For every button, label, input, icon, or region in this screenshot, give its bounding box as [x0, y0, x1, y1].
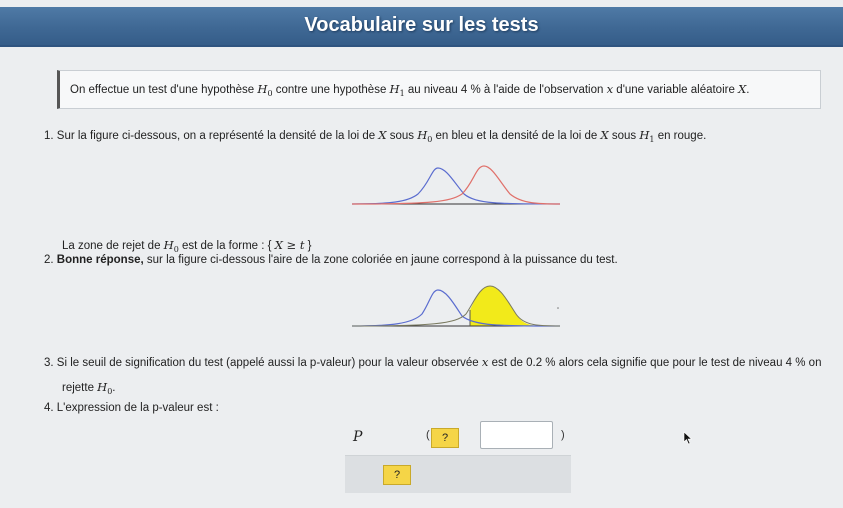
footer-qmark-button[interactable]: ?	[383, 465, 411, 485]
mouse-cursor-icon	[683, 431, 693, 445]
close-paren: )	[561, 429, 565, 441]
h1-density-curve	[352, 166, 560, 204]
h0-density-curve	[352, 290, 560, 326]
qmark-button[interactable]: ?	[431, 428, 459, 448]
intro-box	[57, 70, 821, 109]
X-symbol: X	[738, 82, 747, 96]
open-paren: (	[426, 429, 430, 441]
question-3-line1: 3. Si le seuil de signification du test (appelé aussi la p-valeur) pour la valeur observée x est de 0.2 % alors cela signifie que pour le test de niveau 4 % on	[44, 355, 822, 369]
h1-symbol: $H_1$	[389, 82, 405, 98]
reject-zone-text: La zone de rejet de $H_0$ est de la forme : { X ≥ t }	[62, 238, 312, 254]
intro-text: On effectue un test d'une hypothèse $H_0$ contre une hypothèse $H_1$ au niveau 4 % à l'aide de l'observation x d'une variable aléatoire X.	[70, 82, 750, 98]
answer-input[interactable]	[480, 421, 553, 449]
stray-dot	[557, 307, 559, 309]
page-title: Vocabulaire sur les tests	[304, 14, 539, 36]
x-symbol: x	[606, 82, 614, 96]
h0-symbol: $H_0$	[257, 82, 273, 98]
question-2: 2. Bonne réponse, sur la figure ci-dessous l'aire de la zone coloriée en jaune correspond à la puissance du test.	[44, 254, 618, 266]
p-symbol: P	[353, 429, 363, 445]
question-1: 1. Sur la figure ci-dessous, on a représenté la densité de la loi de X sous $H_0$ en bleu et la densité de la loi de X sous $H_1$ en rouge.	[44, 128, 707, 144]
h0-density-curve	[352, 168, 560, 204]
density-plot-1	[350, 160, 565, 210]
question-4: 4. L'expression de la p-valeur est :	[44, 402, 219, 414]
question-3-line2: rejette $H_0$.	[62, 380, 116, 396]
density-plot-2	[350, 282, 565, 332]
answer-footer-panel	[345, 455, 571, 493]
title-banner	[0, 7, 843, 47]
power-area-fill	[470, 286, 550, 326]
